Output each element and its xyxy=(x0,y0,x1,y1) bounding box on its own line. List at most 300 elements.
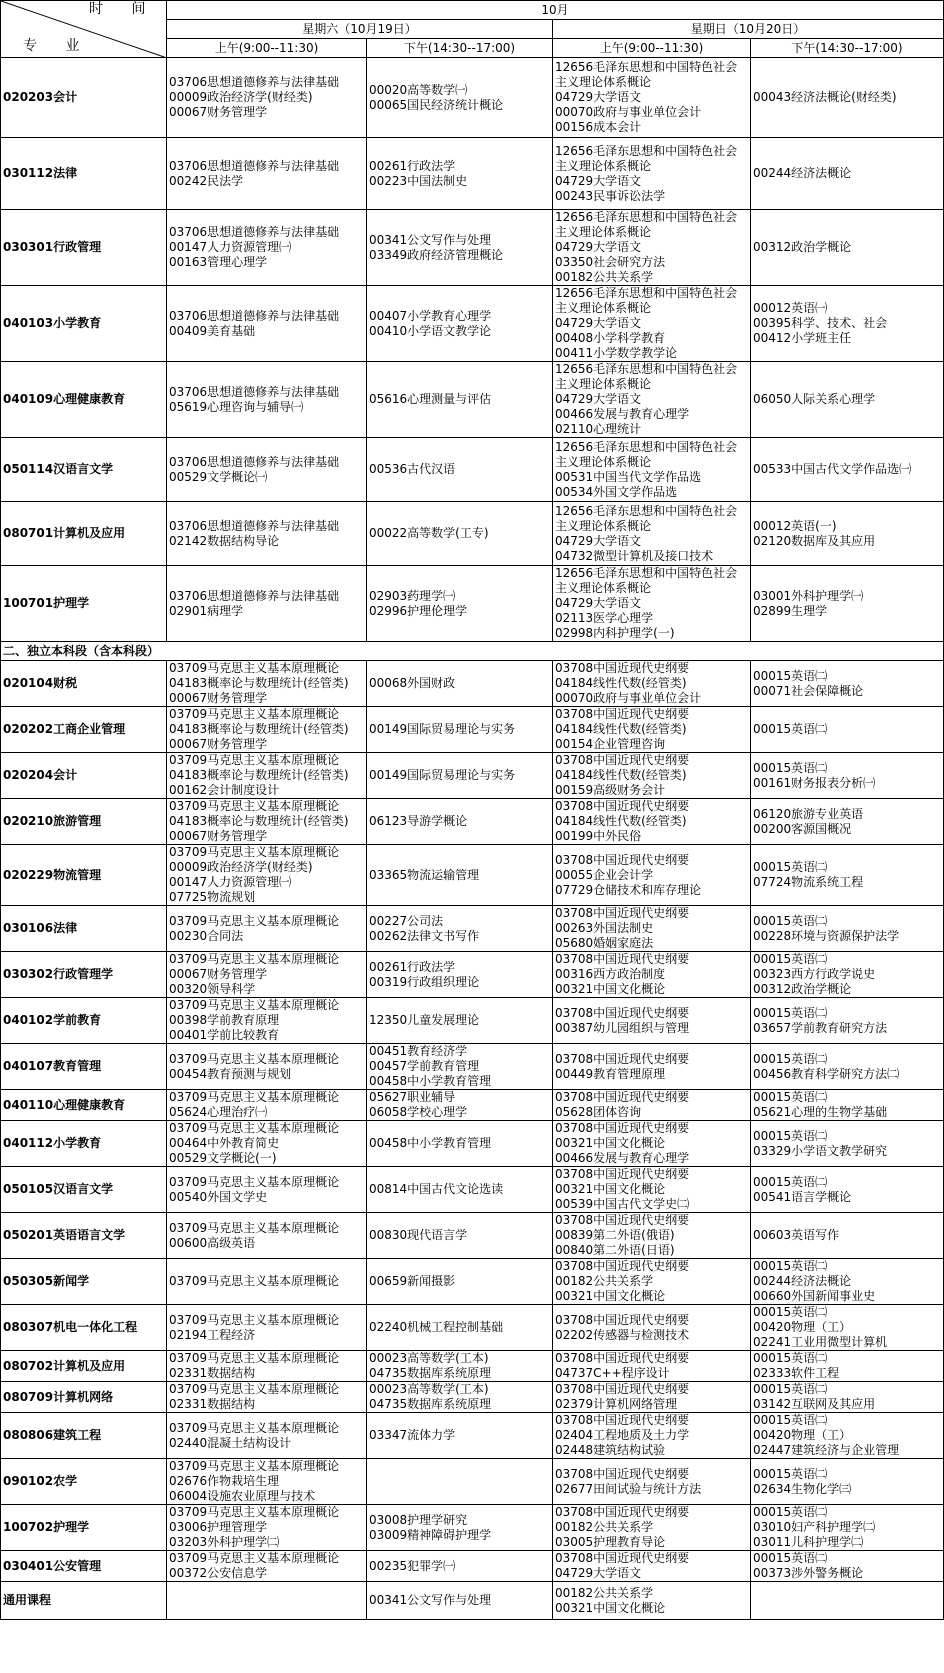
sun-morning-courses xyxy=(553,952,751,998)
course-line: 04729大学语文 xyxy=(555,533,642,548)
course-line: 03709马克思主义基本原理概论 xyxy=(169,661,340,675)
major-name: 020229物流管理 xyxy=(1,845,167,906)
major-name: 030301行政管理 xyxy=(1,210,167,286)
table-row xyxy=(1,906,944,952)
sat-afternoon-courses xyxy=(367,1551,553,1582)
major-name: 050105汉语言文学 xyxy=(1,1167,167,1213)
sun-afternoon-courses xyxy=(751,845,944,906)
table-row xyxy=(1,1505,944,1551)
course-line: 03709马克思主义基本原理概论 xyxy=(169,845,340,859)
course-line: 03005护理教育导论 xyxy=(555,1535,666,1549)
course-line: 00341公文写作与处理 xyxy=(369,1593,492,1607)
sat-afternoon-courses xyxy=(367,1459,553,1505)
course-line: 02448建筑结构试验 xyxy=(555,1443,666,1457)
course-line: 00235犯罪学㈠ xyxy=(369,1558,456,1573)
sun-morning-courses xyxy=(553,998,751,1044)
sun-morning-courses xyxy=(553,799,751,845)
major-name: 040107教育管理 xyxy=(1,1044,167,1090)
course-line: 03708中国近现代史纲要 xyxy=(555,1121,690,1135)
course-line: 03009精神障碍护理学 xyxy=(369,1527,492,1542)
table-row xyxy=(1,707,944,753)
major-name: 020202工商企业管理 xyxy=(1,707,167,753)
course-line: 04735数据库系统原理 xyxy=(369,1366,492,1380)
course-line: 03708中国近现代史纲要 xyxy=(555,852,690,867)
course-line: 03708中国近现代史纲要 xyxy=(555,1090,690,1104)
sat-afternoon-courses xyxy=(367,1121,553,1167)
table-row xyxy=(1,438,944,502)
sun-morning-courses xyxy=(553,58,751,138)
course-line: 00312政治学概论 xyxy=(753,982,852,996)
course-line: 02998内科护理学(一) xyxy=(555,626,675,640)
course-line: 02901病理学 xyxy=(169,603,244,618)
course-line: 00410小学语文教学论 xyxy=(369,323,492,338)
major-name: 040109心理健康教育 xyxy=(1,362,167,438)
table-row xyxy=(1,1259,944,1305)
sun-afternoon-courses xyxy=(751,1259,944,1305)
course-line: 02379计算机网络管理 xyxy=(555,1397,678,1411)
course-line: 06004设施农业原理与技术 xyxy=(169,1489,316,1503)
course-line: 02634生物化学㈢ xyxy=(753,1481,852,1496)
course-line: 03708中国近现代史纲要 xyxy=(555,1551,690,1565)
sat-morning-courses xyxy=(167,1351,367,1382)
course-line: 03142互联网及其应用 xyxy=(753,1397,876,1411)
sat-morning-courses xyxy=(167,707,367,753)
course-line: 00244经济法概论 xyxy=(753,1274,852,1288)
course-line: 03706思想道德修养与法律基础 xyxy=(169,158,340,173)
course-line: 04729大学语文 xyxy=(555,316,642,330)
corner-header xyxy=(1,1,167,58)
course-line: 00407小学教育心理学 xyxy=(369,308,492,323)
course-line: 00015英语㈡ xyxy=(753,913,828,928)
course-line: 03709马克思主义基本原理概论 xyxy=(169,1382,340,1396)
course-line: 00070政府与事业单位会计 xyxy=(555,105,702,119)
course-line: 02240机械工程控制基础 xyxy=(369,1320,504,1334)
course-line: 主义理论体系概论 xyxy=(555,301,652,315)
major-name: 020210旅游管理 xyxy=(1,799,167,845)
major-name: 080709计算机网络 xyxy=(1,1382,167,1413)
course-line: 03706思想道德修养与法律基础 xyxy=(169,308,340,323)
course-line: 00659新闻摄影 xyxy=(369,1274,456,1288)
course-line: 04183概率论与数理统计(经管类) xyxy=(169,676,349,690)
course-line: 00261行政法学 xyxy=(369,959,456,974)
sun-afternoon-courses xyxy=(751,661,944,707)
sat-morning-header: 上午(9:00--11:30) xyxy=(167,39,367,58)
sun-afternoon-courses xyxy=(751,753,944,799)
course-line: 03349政府经济管理概论 xyxy=(369,247,504,262)
sat-morning-courses xyxy=(167,438,367,502)
table-row xyxy=(1,799,944,845)
course-line: 00466发展与教育心理学 xyxy=(555,1151,690,1165)
course-line: 00055企业会计学 xyxy=(555,867,654,882)
course-line: 00814中国古代文论选读 xyxy=(369,1182,504,1196)
sat-afternoon-courses xyxy=(367,799,553,845)
course-line: 00015英语㈡ xyxy=(753,1128,828,1143)
sat-morning-courses xyxy=(167,1259,367,1305)
course-line: 00457学前教育管理 xyxy=(369,1059,480,1073)
course-line: 02331数据结构 xyxy=(169,1397,256,1411)
course-line: 00154企业管理咨询 xyxy=(555,737,666,751)
major-name: 080307机电一体化工程 xyxy=(1,1305,167,1351)
course-line: 03708中国近现代史纲要 xyxy=(555,1466,690,1481)
sat-afternoon-courses xyxy=(367,286,553,362)
course-line: 02676作物栽培生理 xyxy=(169,1474,280,1488)
major-name: 020204会计 xyxy=(1,753,167,799)
day1-header: 星期六（10月19日） xyxy=(167,20,553,39)
sat-afternoon-header: 下午(14:30--17:00) xyxy=(367,39,553,58)
table-row xyxy=(1,1121,944,1167)
course-line: 00227公司法 xyxy=(369,913,444,928)
sun-afternoon-courses xyxy=(751,1167,944,1213)
major-name: 080806建筑工程 xyxy=(1,1413,167,1459)
course-line: 04183概率论与数理统计(经管类) xyxy=(169,722,349,736)
section-row xyxy=(1,642,944,661)
course-line: 00409美育基础 xyxy=(169,323,256,338)
sun-morning-courses xyxy=(553,1413,751,1459)
sat-afternoon-courses xyxy=(367,1582,553,1620)
course-line: 02677田间试验与统计方法 xyxy=(555,1481,702,1496)
course-line: 00163管理心理学 xyxy=(169,255,268,269)
course-line: 00015英语㈡ xyxy=(753,1551,828,1565)
sun-morning-courses xyxy=(553,1213,751,1259)
major-name: 020203会计 xyxy=(1,58,167,138)
course-line: 00449教育管理原理 xyxy=(555,1066,666,1081)
sun-morning-courses xyxy=(553,286,751,362)
course-line: 02899生理学 xyxy=(753,603,828,618)
course-line: 00412小学班主任 xyxy=(753,331,852,345)
table-row xyxy=(1,210,944,286)
course-line: 00015英语㈡ xyxy=(753,1090,828,1104)
table-row xyxy=(1,1351,944,1382)
course-line: 00321中国文化概论 xyxy=(555,1600,666,1615)
sat-morning-courses xyxy=(167,1413,367,1459)
course-line: 00015英语㈡ xyxy=(753,722,828,736)
course-line: 00261行政法学 xyxy=(369,158,456,173)
course-line: 00466发展与教育心理学 xyxy=(555,407,690,421)
sun-afternoon-courses xyxy=(751,138,944,210)
sun-afternoon-courses xyxy=(751,906,944,952)
major-name: 100701护理学 xyxy=(1,566,167,642)
course-line: 04184线性代数(经管类) xyxy=(555,676,687,690)
table-row xyxy=(1,1459,944,1505)
course-line: 03709马克思主义基本原理概论 xyxy=(169,1420,340,1435)
table-row xyxy=(1,362,944,438)
course-line: 00540外国文学史 xyxy=(169,1189,268,1204)
course-line: 00373涉外警务概论 xyxy=(753,1566,864,1580)
sun-morning-courses xyxy=(553,753,751,799)
course-line: 03709马克思主义基本原理概论 xyxy=(169,1220,340,1235)
course-line: 03006护理管理学 xyxy=(169,1520,268,1534)
time-label: 时 间 xyxy=(89,1,158,17)
sat-morning-courses xyxy=(167,1090,367,1121)
course-line: 07729仓储技术和库存理论 xyxy=(555,882,702,897)
sun-afternoon-courses xyxy=(751,1351,944,1382)
course-line: 00840第二外语(日语) xyxy=(555,1243,675,1257)
sat-afternoon-courses xyxy=(367,1090,553,1121)
course-line: 00015英语㈡ xyxy=(753,1466,828,1481)
sat-morning-courses xyxy=(167,138,367,210)
course-line: 00009政治经济学(财经类) xyxy=(169,90,313,104)
course-line: 00830现代语言学 xyxy=(369,1228,468,1242)
course-line: 03709马克思主义基本原理概论 xyxy=(169,1505,340,1519)
course-line: 03709马克思主义基本原理概论 xyxy=(169,1174,340,1189)
course-line: 00012英语(一) xyxy=(753,518,837,533)
major-name: 020104财税 xyxy=(1,661,167,707)
course-line: 00015英语㈡ xyxy=(753,860,828,874)
sun-afternoon-courses xyxy=(751,210,944,286)
course-line: 02194工程经济 xyxy=(169,1327,256,1342)
sat-afternoon-courses xyxy=(367,707,553,753)
course-line: 00068外国财政 xyxy=(369,676,456,690)
sun-morning-courses xyxy=(553,661,751,707)
course-line: 主义理论体系概论 xyxy=(555,377,652,391)
major-name: 030302行政管理学 xyxy=(1,952,167,998)
course-line: 00321中国文化概论 xyxy=(555,1182,666,1196)
sat-afternoon-courses xyxy=(367,502,553,566)
sat-afternoon-courses xyxy=(367,952,553,998)
course-line: 02331数据结构 xyxy=(169,1366,256,1380)
course-line: 00321中国文化概论 xyxy=(555,1136,666,1150)
table-row xyxy=(1,952,944,998)
course-line: 03706思想道德修养与法律基础 xyxy=(169,384,340,399)
course-line: 03706思想道德修养与法律基础 xyxy=(169,225,340,239)
course-line: 00159高级财务会计 xyxy=(555,783,666,797)
sun-afternoon-courses xyxy=(751,952,944,998)
sat-afternoon-courses xyxy=(367,906,553,952)
sun-afternoon-courses xyxy=(751,1413,944,1459)
major-name: 100702护理学 xyxy=(1,1505,167,1551)
table-row xyxy=(1,661,944,707)
course-line: 00454教育预测与规划 xyxy=(169,1066,292,1081)
course-line: 00223中国法制史 xyxy=(369,173,468,188)
course-line: 03709马克思主义基本原理概论 xyxy=(169,952,340,966)
course-line: 02903药理学㈠ xyxy=(369,588,456,603)
course-line: 00541语言学概论 xyxy=(753,1189,852,1204)
sat-morning-courses xyxy=(167,1213,367,1259)
sun-morning-courses xyxy=(553,1090,751,1121)
sat-afternoon-courses xyxy=(367,1305,553,1351)
sun-morning-courses xyxy=(553,1167,751,1213)
course-line: 03001外科护理学㈠ xyxy=(753,588,864,603)
sat-morning-courses xyxy=(167,845,367,906)
sun-afternoon-courses xyxy=(751,1551,944,1582)
sun-afternoon-courses xyxy=(751,362,944,438)
sun-afternoon-courses xyxy=(751,438,944,502)
table-row xyxy=(1,138,944,210)
course-line: 02202传感器与检测技术 xyxy=(555,1327,690,1342)
course-line: 05624心理治疗㈠ xyxy=(169,1105,268,1119)
course-line: 00312政治学概论 xyxy=(753,240,852,254)
sat-afternoon-courses xyxy=(367,1259,553,1305)
course-line: 00458中小学教育管理 xyxy=(369,1074,492,1088)
sat-afternoon-courses xyxy=(367,566,553,642)
table-row xyxy=(1,58,944,138)
course-line: 00456教育科学研究方法㈡ xyxy=(753,1066,900,1081)
course-line: 06050人际关系心理学 xyxy=(753,392,876,406)
sat-morning-courses xyxy=(167,502,367,566)
course-line: 03709马克思主义基本原理概论 xyxy=(169,1121,340,1135)
major-name: 030106法律 xyxy=(1,906,167,952)
course-line: 04729大学语文 xyxy=(555,173,642,188)
course-line: 12656毛泽东思想和中国特色社会 xyxy=(555,503,738,518)
course-line: 03708中国近现代史纲要 xyxy=(555,1312,690,1327)
course-line: 04184线性代数(经管类) xyxy=(555,814,687,828)
course-line: 03708中国近现代史纲要 xyxy=(555,906,690,920)
course-line: 03709马克思主义基本原理概论 xyxy=(169,998,340,1012)
course-line: 00015英语㈡ xyxy=(753,1051,828,1066)
course-line: 05616心理测量与评估 xyxy=(369,392,492,406)
course-line: 00015英语㈡ xyxy=(753,952,828,966)
sun-afternoon-courses xyxy=(751,58,944,138)
course-line: 03708中国近现代史纲要 xyxy=(555,661,690,675)
course-line: 00531中国当代文学作品选 xyxy=(555,469,702,484)
course-line: 00067财务管理学 xyxy=(169,691,268,705)
major-name: 040110心理健康教育 xyxy=(1,1090,167,1121)
course-line: 00149国际贸易理论与实务 xyxy=(369,722,516,736)
major-name: 040103小学教育 xyxy=(1,286,167,362)
table-row xyxy=(1,1413,944,1459)
month-header: 10月 xyxy=(167,1,944,20)
course-line: 00149国际贸易理论与实务 xyxy=(369,768,516,782)
course-line: 00015英语㈡ xyxy=(753,1305,828,1319)
sat-afternoon-courses xyxy=(367,138,553,210)
course-line: 00458中小学教育管理 xyxy=(369,1136,492,1150)
course-line: 04729大学语文 xyxy=(555,240,642,254)
sat-morning-courses xyxy=(167,362,367,438)
sun-afternoon-header: 下午(14:30--17:00) xyxy=(751,39,944,58)
table-row xyxy=(1,1090,944,1121)
course-line: 主义理论体系概论 xyxy=(555,518,652,533)
sat-morning-courses xyxy=(167,286,367,362)
course-line: 主义理论体系概论 xyxy=(555,158,652,173)
course-line: 12350儿童发展理论 xyxy=(369,1013,480,1027)
sat-afternoon-courses xyxy=(367,438,553,502)
course-line: 00839第二外语(俄语) xyxy=(555,1228,675,1242)
course-line: 00321中国文化概论 xyxy=(555,1289,666,1303)
course-line: 03708中国近现代史纲要 xyxy=(555,1351,690,1365)
sun-afternoon-courses xyxy=(751,1505,944,1551)
course-line: 03708中国近现代史纲要 xyxy=(555,1413,690,1427)
major-name: 090102农学 xyxy=(1,1459,167,1505)
sun-afternoon-courses xyxy=(751,1459,944,1505)
course-line: 00533中国古代文学作品选㈠ xyxy=(753,462,912,476)
course-line: 03011儿科护理学㈡ xyxy=(753,1535,864,1549)
course-line: 00411小学数学教学论 xyxy=(555,346,678,360)
course-line: 00009政治经济学(财经类) xyxy=(169,860,313,874)
table-row xyxy=(1,753,944,799)
course-line: 06058学校心理学 xyxy=(369,1105,468,1119)
course-line: 00023高等数学(工本) xyxy=(369,1351,489,1365)
course-line: 00398学前教育原理 xyxy=(169,1013,280,1027)
course-line: 00065国民经济统计概论 xyxy=(369,97,504,112)
sat-afternoon-courses xyxy=(367,58,553,138)
course-line: 00401学前比较教育 xyxy=(169,1028,280,1042)
course-line: 00529文学概论(一) xyxy=(169,1151,277,1165)
sun-morning-courses xyxy=(553,1259,751,1305)
sun-morning-courses xyxy=(553,1551,751,1582)
course-line: 00321中国文化概论 xyxy=(555,982,666,996)
sat-afternoon-courses xyxy=(367,1413,553,1459)
course-line: 06120旅游专业英语 xyxy=(753,806,864,821)
table-row xyxy=(1,1582,944,1620)
course-line: 03365物流运输管理 xyxy=(369,867,480,882)
course-line: 03709马克思主义基本原理概论 xyxy=(169,1351,340,1365)
sun-morning-courses xyxy=(553,502,751,566)
course-line: 03708中国近现代史纲要 xyxy=(555,1259,690,1273)
sat-afternoon-courses xyxy=(367,1044,553,1090)
course-line: 00015英语㈡ xyxy=(753,1351,828,1365)
sun-morning-courses xyxy=(553,1459,751,1505)
course-line: 03708中国近现代史纲要 xyxy=(555,1167,690,1181)
table-row xyxy=(1,1305,944,1351)
course-line: 03708中国近现代史纲要 xyxy=(555,707,690,721)
sat-morning-courses xyxy=(167,1459,367,1505)
sat-afternoon-courses xyxy=(367,998,553,1044)
course-line: 04735数据库系统原理 xyxy=(369,1397,492,1411)
course-line: 03708中国近现代史纲要 xyxy=(555,952,690,966)
course-line: 00200客源国概况 xyxy=(753,821,852,836)
course-line: 03347流体力学 xyxy=(369,1428,456,1442)
sat-afternoon-courses xyxy=(367,753,553,799)
sat-morning-courses xyxy=(167,799,367,845)
course-line: 04729大学语文 xyxy=(555,1566,642,1580)
sun-morning-courses xyxy=(553,438,751,502)
course-line: 00230合同法 xyxy=(169,928,244,943)
sun-morning-courses xyxy=(553,707,751,753)
course-line: 00464中外教育简史 xyxy=(169,1136,280,1150)
course-line: 02404工程地质及土力学 xyxy=(555,1428,690,1442)
sat-morning-courses xyxy=(167,1121,367,1167)
course-line: 07724物流系统工程 xyxy=(753,875,864,889)
course-line: 02120数据库及其应用 xyxy=(753,533,876,548)
sat-afternoon-courses xyxy=(367,1505,553,1551)
course-line: 02142数据结构导论 xyxy=(169,533,280,548)
course-line: 00070政府与事业单位会计 xyxy=(555,691,702,705)
course-line: 05628团体咨询 xyxy=(555,1105,642,1119)
course-line: 00451教育经济学 xyxy=(369,1044,468,1058)
table-row xyxy=(1,1167,944,1213)
sat-afternoon-courses xyxy=(367,210,553,286)
course-line: 00262法律文书写作 xyxy=(369,928,480,943)
course-line: 03008护理学研究 xyxy=(369,1512,468,1527)
course-line: 02110心理统计 xyxy=(555,422,642,436)
course-line: 04729大学语文 xyxy=(555,90,642,104)
sun-afternoon-courses xyxy=(751,502,944,566)
course-line: 00067财务管理学 xyxy=(169,105,268,119)
course-line: 主义理论体系概论 xyxy=(555,225,652,239)
course-line: 00536古代汉语 xyxy=(369,462,456,476)
course-line: 03657学前教育研究方法 xyxy=(753,1020,888,1035)
course-line: 02447建筑经济与企业管理 xyxy=(753,1443,900,1457)
course-line: 00182公共关系学 xyxy=(555,1520,654,1534)
course-line: 03010妇产科护理学㈡ xyxy=(753,1520,876,1534)
sun-morning-courses xyxy=(553,1121,751,1167)
sun-morning-courses xyxy=(553,1351,751,1382)
course-line: 12656毛泽东思想和中国特色社会 xyxy=(555,362,738,376)
course-line: 03708中国近现代史纲要 xyxy=(555,1005,690,1020)
table-row xyxy=(1,1213,944,1259)
course-line: 00244经济法概论 xyxy=(753,166,852,180)
sat-afternoon-courses xyxy=(367,1382,553,1413)
sat-morning-courses xyxy=(167,661,367,707)
course-line: 04184线性代数(经管类) xyxy=(555,722,687,736)
day2-header: 星期日（10月20日） xyxy=(553,20,944,39)
course-line: 04737C++程序设计 xyxy=(555,1366,670,1380)
sat-afternoon-courses xyxy=(367,845,553,906)
course-line: 06123导游学概论 xyxy=(369,814,468,828)
sat-morning-courses xyxy=(167,1382,367,1413)
sun-morning-courses xyxy=(553,1305,751,1351)
major-name: 080701计算机及应用 xyxy=(1,502,167,566)
